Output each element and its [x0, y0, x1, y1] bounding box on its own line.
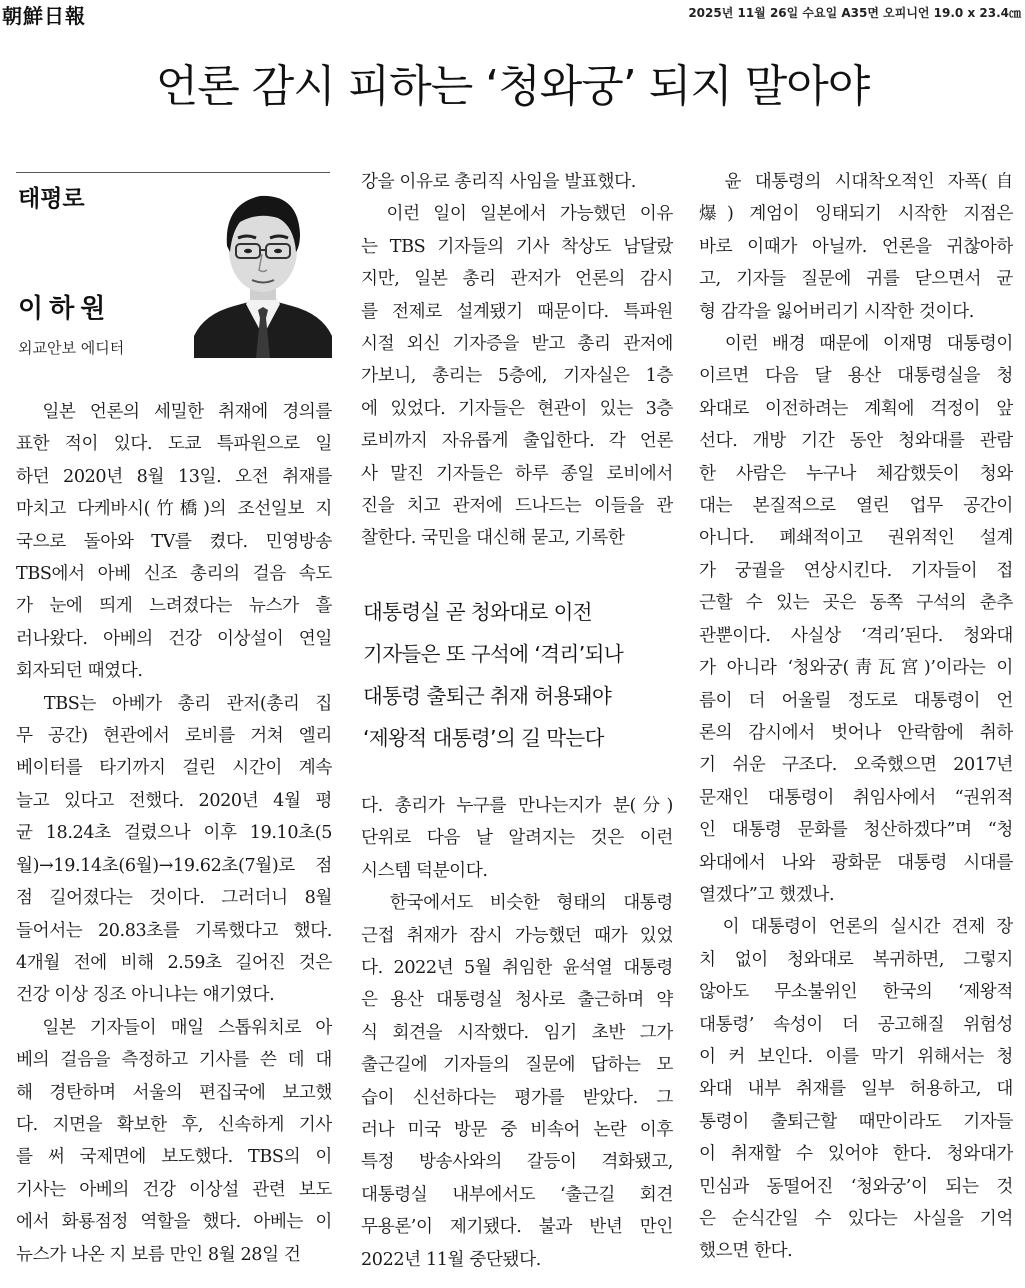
body-line: 시절 외신 기자증을 받고 총리 관저에 — [361, 334, 673, 355]
body-column-1 — [16, 396, 332, 1271]
body-line: 특정 방송사와의 갈등이 격화됐고, — [361, 1152, 673, 1173]
body-line: 가 눈에 띄게 느려졌다는 뉴스가 흘 — [16, 596, 332, 617]
section-rule — [16, 172, 330, 173]
body-line: TBS는 아베가 총리 관저(총리 집 — [16, 693, 332, 714]
body-line: 해 경탄하며 서울의 편집국에 보고했 — [16, 1082, 332, 1103]
body-line: 와대 내부 취재를 일부 허용하고, 대 — [699, 1079, 1013, 1100]
body-line: 론의 감시에서 벗어나 안락함에 취하 — [699, 722, 1013, 743]
body-line: 형 감각을 잃어버리기 시작한 것이다. — [699, 301, 974, 322]
body-line: 와대에서 나와 광화문 대통령 시대를 — [699, 852, 1013, 873]
body-line: 했으면 한다. — [699, 1241, 793, 1262]
body-line: 국으로 돌아와 TV를 켰다. 민영방송 — [16, 531, 332, 552]
body-line: 인 대통령 문화를 청산하겠다”며 “청 — [699, 820, 1013, 841]
author-portrait — [194, 186, 332, 358]
body-line: 이런 배경 때문에 이재명 대통령이 — [699, 334, 1013, 355]
body-line: 건강 이상 징조 아니냐는 얘기였다. — [16, 985, 275, 1006]
body-line: 지만, 일본 총리 관저가 언론의 감시 — [361, 269, 673, 290]
body-line: 고, 기자들 질문에 귀를 닫으면서 균 — [699, 269, 1013, 290]
body-line: 대통령’ 속성이 더 공고해질 위험성 — [699, 1014, 1013, 1035]
body-line: 4개월 전에 비해 2.59초 길어진 것은 — [16, 952, 332, 973]
body-line: 민심과 동떨어진 ‘청와궁’이 되는 것 — [699, 1176, 1013, 1197]
body-line: 사 말진 기자들은 하루 종일 로비에서 — [361, 463, 673, 484]
body-line: 베이터를 타기까지 걸린 시간이 계속 — [16, 758, 332, 779]
pull-quote-line: 대통령실 곧 청와대로 이전 — [363, 600, 592, 624]
section-label: 태평로 — [18, 186, 85, 212]
body-line: 는 TBS 기자들의 기사 착상도 남달랐 — [361, 236, 673, 257]
body-line: 기사는 아베의 건강 이상설 관련 보도 — [16, 1179, 332, 1200]
body-line: 습이 신선하다는 평가를 받았다. 그 — [361, 1087, 673, 1108]
body-line: 를 써 국제면에 보도했다. TBS의 이 — [16, 1147, 332, 1168]
body-line: 아니다. 폐쇄적이고 권위적인 설계 — [699, 528, 1013, 549]
body-line: 늘고 있다고 전했다. 2020년 4월 평 — [16, 790, 332, 811]
body-line: 를 전제로 설계됐기 때문이다. 특파원 — [361, 301, 673, 322]
body-line: 대는 본질적으로 열린 업무 공간이 — [699, 496, 1013, 517]
body-line: 않아도 무소불위인 한국의 ‘제왕적 — [699, 982, 1013, 1003]
body-line: 점 길어졌다는 것이다. 그러더니 8월 — [16, 888, 332, 909]
body-line: 선다. 개방 기간 동안 청와대를 관람 — [699, 431, 1013, 452]
author-name: 이하원 — [18, 294, 112, 324]
body-line: 하던 2020년 8월 13일. 오전 취재를 — [16, 466, 332, 487]
body-line: 윤 대통령의 시대착오적인 자폭(自 — [699, 172, 1013, 192]
body-line: 爆) 계엄이 잉태되기 시작한 지점은 — [699, 204, 1013, 225]
body-line: 다. 총리가 누구를 만나는지가 분(分) — [361, 796, 673, 816]
body-line: 에서 화룡점정 역할을 했다. 아베는 이 — [16, 1212, 332, 1233]
body-line: 일본 언론의 세밀한 취재에 경의를 — [16, 402, 332, 422]
body-line: 름이 더 어울릴 정도로 대통령이 언 — [699, 690, 1013, 711]
headline: 언론 감시 피하는 ‘청와궁’ 되지 말아야 — [155, 61, 870, 112]
body-line: 에 있었다. 기자들은 현관이 있는 3층 — [361, 398, 673, 419]
body-line: 바로 이때가 아닐까. 언론을 귀찮아하 — [699, 236, 1013, 257]
body-line: 근할 수 있는 곳은 동쪽 구석의 춘추 — [699, 593, 1013, 614]
body-line: 열겠다”고 했겠나. — [699, 884, 835, 905]
pull-quote-line: 기자들은 또 구석에 ‘격리’되나 — [363, 642, 624, 666]
body-line: 표한 적이 있다. 도쿄 특파원으로 일 — [16, 434, 332, 455]
body-line: 강을 이유로 총리직 사임을 발표했다. — [361, 172, 636, 192]
body-line: 관뿐이다. 사실상 ‘격리’된다. 청와대 — [699, 625, 1013, 646]
newspaper-logo: 朝鮮日報 — [2, 4, 86, 28]
body-line: 이런 일이 일본에서 가능했던 이유 — [361, 204, 673, 225]
body-line: 가보니, 총리는 5층에, 기자실은 1층 — [361, 366, 673, 387]
body-line: 통령이 출퇴근할 때만이라도 기자들 — [699, 1111, 1013, 1132]
body-line: 가 아니라 ‘청와궁(靑瓦宮)’이라는 이 — [699, 658, 1013, 679]
body-line: 로비까지 자유롭게 출입한다. 각 언론 — [361, 431, 673, 452]
issue-info: 2025년 11월 26일 수요일 A35면 오피니언 19.0 x 23.4㎝ — [688, 6, 1021, 20]
body-line: 무용론’이 제기됐다. 불과 반년 만인 — [361, 1217, 673, 1238]
body-column-3 — [699, 166, 1013, 1268]
body-column-2-top — [361, 166, 673, 555]
body-column-2-bottom — [361, 790, 673, 1276]
body-line: 대통령실 내부에서도 ‘출근길 회견 — [361, 1184, 673, 1205]
body-line: 출근길에 기자들의 질문에 답하는 모 — [361, 1055, 673, 1076]
body-line: 단위로 다음 날 알려지는 것은 이런 — [361, 828, 673, 849]
body-line: 2022년 11월 중단됐다. — [361, 1249, 541, 1270]
body-line: 이 취재할 수 있어야 한다. 청와대가 — [699, 1144, 1013, 1165]
body-line: 뉴스가 나온 지 보름 만인 8월 28일 건 — [16, 1244, 301, 1265]
body-line: 와대로 이전하려는 계획에 걱정이 앞 — [699, 398, 1013, 419]
body-line: 이 커 보인다. 이를 막기 위해서는 청 — [699, 1046, 1013, 1067]
pull-quote — [363, 591, 673, 759]
masthead — [0, 0, 1025, 28]
pull-quote-line: ‘제왕적 대통령’의 길 막는다 — [363, 726, 604, 750]
body-line: 찰한다. 국민을 대신해 묻고, 기록한 — [361, 528, 625, 549]
body-line: 회자되던 때였다. — [16, 661, 143, 682]
body-line: 베의 걸음을 측정하고 기사를 쓴 데 대 — [16, 1050, 332, 1071]
body-line: 진을 치고 관저에 드나드는 이들을 관 — [361, 496, 673, 517]
body-line: 무 공간) 현관에서 로비를 거쳐 엘리 — [16, 726, 332, 747]
body-line: 이 대통령이 언론의 실시간 견제 장 — [699, 917, 1013, 938]
body-line: 마치고 다케바시(竹橋)의 조선일보 지 — [16, 499, 332, 520]
body-line: 월)→19.14초(6월)→19.62초(7월)로 점 — [16, 855, 332, 876]
body-line: 균 18.24초 걸렸으나 이후 19.10초(5 — [16, 823, 332, 844]
pull-quote-line: 대통령 출퇴근 취재 허용돼야 — [363, 684, 612, 708]
body-line: 일본 기자들이 매일 스톱워치로 아 — [16, 1017, 332, 1038]
body-line: 기 쉬운 구조다. 오죽했으면 2017년 — [699, 755, 1013, 776]
body-line: 시스템 덕분이다. — [361, 860, 488, 881]
body-line: 근접 취재가 잠시 가능했던 때가 있었 — [361, 925, 673, 946]
author-title: 외교안보 에디터 — [18, 339, 125, 357]
body-line: 한 사람은 누구나 체감했듯이 청와 — [699, 463, 1013, 484]
body-line: 문재인 대통령이 취임사에서 “권위적 — [699, 787, 1013, 808]
body-line: 다. 2022년 5월 취임한 윤석열 대통령 — [361, 958, 673, 979]
body-line: 가 궁궐을 연상시킨다. 기자들이 접 — [699, 560, 1013, 581]
body-line: 러나 미국 방문 중 비속어 논란 이후 — [361, 1120, 673, 1141]
body-line: 한국에서도 비슷한 형태의 대통령 — [361, 893, 673, 914]
body-line: 식 회견을 시작했다. 임기 초반 그가 — [361, 1022, 673, 1043]
body-line: 치 없이 청와대로 복귀하면, 그렇지 — [699, 949, 1013, 970]
body-line: 다. 지면을 확보한 후, 신속하게 기사 — [16, 1114, 332, 1135]
body-line: 이르면 다음 달 용산 대통령실을 청 — [699, 366, 1013, 387]
body-line: 은 순식간일 수 있다는 사실을 기억 — [699, 1209, 1013, 1229]
body-line: TBS에서 아베 신조 총리의 걸음 속도 — [16, 564, 332, 585]
body-line: 들어서는 20.83초를 기록했다고 했다. — [16, 920, 332, 941]
body-line: 러나왔다. 아베의 건강 이상설이 연일 — [16, 628, 332, 649]
body-line: 은 용산 대통령실 청사로 출근하며 약 — [361, 990, 673, 1011]
